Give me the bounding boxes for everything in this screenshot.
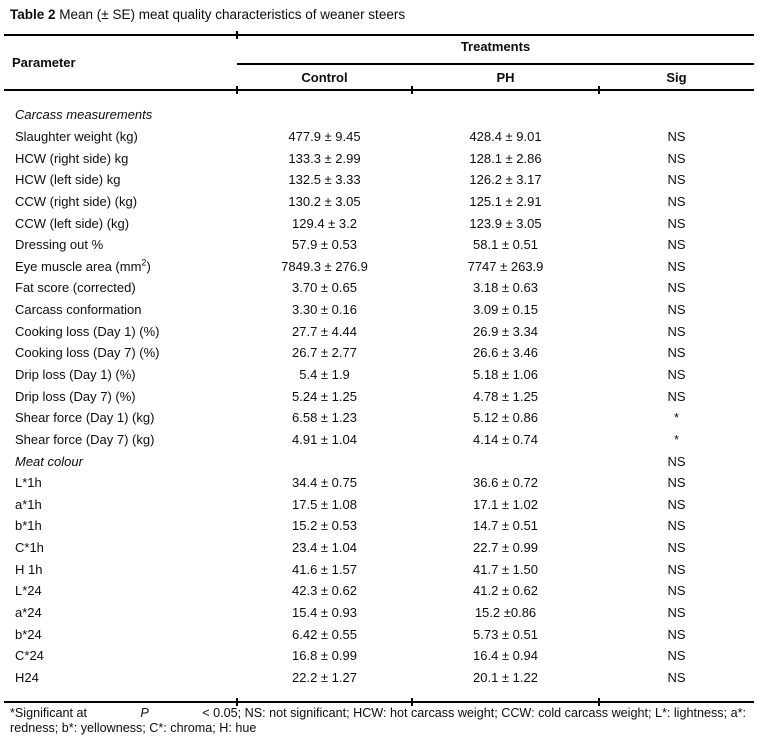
cell-sig: NS (667, 258, 686, 274)
cell-control: 6.42 ± 0.55 (292, 626, 357, 642)
treatments-group (237, 36, 754, 89)
cell-control: 17.5 ± 1.08 (292, 496, 357, 512)
cell-ph: 126.2 ± 3.17 (469, 172, 542, 188)
cell-sig: NS (667, 302, 686, 318)
cell-parameter: C*24 (15, 648, 44, 664)
footnote-text-pre: *Significant at (10, 706, 88, 720)
table-row (4, 385, 754, 407)
cell-control: 5.4 ± 1.9 (299, 367, 350, 382)
cell-ph: 41.2 ± 0.62 (473, 583, 538, 599)
cell-parameter: Cooking loss (Day 7) (%) (15, 345, 160, 361)
cell-control: 15.2 ± 0.53 (292, 518, 357, 534)
cell-control: 27.7 ± 4.44 (292, 323, 357, 339)
cell-control: 7849.3 ± 276.9 (281, 258, 368, 274)
table-row (4, 255, 754, 277)
cell-sig: * (673, 431, 680, 447)
table-row (4, 299, 754, 321)
table-caption-number: Table 2 (10, 7, 56, 22)
cell-parameter: Eye muscle area $(mm^2)$ (15, 257, 151, 274)
cell-ph: 15.2 ±0.86 (474, 605, 537, 621)
cell-sig: NS (667, 172, 686, 188)
column-header-parameter: Parameter (12, 55, 76, 70)
table-row (4, 212, 754, 234)
cell-ph: 20.1 ± 1.22 (473, 669, 538, 685)
rule-bottom (4, 701, 754, 703)
column-header-ph: PH (496, 69, 515, 85)
cell-parameter: b*1h (15, 518, 42, 534)
cell-sig: NS (667, 453, 686, 469)
cell-parameter: L*1h (15, 475, 42, 491)
table-row (4, 364, 754, 386)
cell-ph: 16.4 ± 0.94 (473, 648, 538, 664)
cell-control: 3.30 ± 0.16 (292, 302, 357, 318)
table-row (4, 602, 754, 624)
cell-ph: 17.1 ± 1.02 (473, 496, 538, 512)
table-row (4, 342, 754, 364)
cell-control: 15.4 ± 0.93 (292, 605, 357, 621)
cell-sig: NS (667, 496, 686, 512)
table-row (4, 623, 754, 645)
cell-control: 4.91 ± 1.04 (292, 431, 357, 447)
cell-ph: 5.73 ± 0.51 (473, 626, 538, 642)
sub-header-row (237, 65, 754, 89)
cell-parameter: a*1h (15, 496, 42, 512)
cell-ph: 3.09 ± 0.15 (473, 302, 538, 318)
cell-control: 130.2 ± 3.05 (288, 193, 361, 209)
cell-sig: NS (667, 518, 686, 534)
cell-sig: NS (667, 583, 686, 599)
group-header-treatments: Treatments (460, 39, 531, 54)
column-divider-tick (236, 698, 238, 706)
cell-ph: 26.9 ± 3.34 (473, 323, 538, 339)
cell-control: 6.58 ± 1.23 (292, 410, 357, 426)
cell-control: 132.5 ± 3.33 (288, 172, 361, 188)
cell-ph: 128.1 ± 2.86 (469, 150, 542, 166)
cell-control: 41.6 ± 1.57 (292, 561, 357, 577)
table-row (4, 537, 754, 559)
cell-sig: NS (667, 280, 686, 296)
section-row (4, 104, 754, 126)
cell-parameter: H 1h (15, 561, 43, 577)
cell-sig: NS (667, 367, 686, 382)
table-row (4, 126, 754, 148)
cell-ph: 14.7 ± 0.51 (473, 518, 538, 534)
column-divider-tick (411, 698, 413, 706)
cell-control: 5.24 ± 1.25 (292, 388, 357, 404)
footnote-line-2: redness; b*: yellowness; C*: chroma; H: hue (10, 721, 257, 735)
cell-control: 129.4 ± 3.2 (292, 215, 357, 231)
cell-ph: 58.1 ± 0.51 (473, 237, 538, 253)
cell-control: 133.3 ± 2.99 (288, 150, 361, 166)
cell-parameter: C*1h (15, 540, 44, 556)
cell-parameter: HCW (right side) kg (15, 150, 129, 166)
cell-parameter: L*24 (15, 583, 42, 599)
cell-control: 34.4 ± 0.75 (292, 475, 357, 491)
cell-sig: NS (667, 237, 686, 253)
cell-parameter: b*24 (15, 626, 42, 642)
footnote-line-1 (10, 706, 746, 721)
cell-parameter: CCW (left side) (kg) (15, 215, 130, 231)
table-row (4, 191, 754, 213)
cell-sig: NS (667, 150, 686, 166)
table-row (4, 645, 754, 667)
cell-parameter: Drip loss (Day 1) (%) (15, 367, 136, 382)
cell-ph: 3.18 ± 0.63 (473, 280, 538, 296)
table-row (4, 667, 754, 689)
table-row (4, 147, 754, 169)
table-row (4, 169, 754, 191)
cell-control: 3.70 ± 0.65 (292, 280, 357, 296)
cell-sig: NS (667, 193, 686, 209)
table-row (4, 515, 754, 537)
cell-parameter: CCW (right side) (kg) (15, 193, 138, 209)
table-row (4, 429, 754, 451)
section-row (4, 450, 754, 472)
cell-sig: NS (667, 215, 686, 231)
cell-parameter: Meat colour (15, 453, 83, 469)
table-row (4, 407, 754, 429)
table-row (4, 580, 754, 602)
table-row (4, 558, 754, 580)
cell-sig: NS (667, 561, 686, 577)
cell-ph: 428.4 ± 9.01 (469, 128, 542, 144)
cell-ph: 5.12 ± 0.86 (473, 410, 538, 426)
cell-ph: 22.7 ± 0.99 (473, 540, 538, 556)
cell-sig: NS (667, 540, 686, 556)
footnote-p-italic: P (140, 706, 149, 720)
cell-ph: 5.18 ± 1.06 (473, 367, 538, 382)
footnote (10, 706, 746, 736)
cell-ph: 4.14 ± 0.74 (473, 431, 538, 447)
cell-sig: NS (667, 475, 686, 491)
cell-control: 42.3 ± 0.62 (292, 583, 357, 599)
cell-ph: 26.6 ± 3.46 (473, 345, 538, 361)
cell-sig: * (673, 410, 680, 426)
cell-ph: 36.6 ± 0.72 (473, 475, 538, 491)
table-body (4, 91, 754, 688)
cell-parameter: Shear force (Day 7) (kg) (15, 431, 155, 447)
table-row (4, 472, 754, 494)
cell-sig: NS (667, 669, 686, 685)
cell-parameter: H24 (15, 669, 39, 685)
cell-sig: NS (667, 605, 686, 621)
table-row (4, 234, 754, 256)
cell-parameter: Slaughter weight (kg) (15, 128, 138, 144)
cell-sig: NS (667, 128, 686, 144)
cell-parameter: Fat score (corrected) (15, 280, 136, 296)
cell-sig: NS (667, 345, 686, 361)
column-header-control: Control (301, 69, 348, 85)
column-divider-tick (598, 698, 600, 706)
column-header-sig: Sig (666, 69, 687, 85)
footnote-text-post: < 0.05; NS: not significant; HCW: hot carcass weight; CCW: cold carcass weight; L*: lightness; a*: (202, 706, 746, 720)
cell-sig: NS (667, 626, 686, 642)
cell-parameter: Drip loss (Day 7) (%) (15, 388, 136, 404)
table-caption-text: Mean (± SE) meat quality characteristics of weaner steers (55, 7, 406, 22)
cell-ph: 41.7 ± 1.50 (473, 561, 538, 577)
cell-control: 477.9 ± 9.45 (288, 128, 361, 144)
table-header (4, 36, 754, 89)
cell-parameter: Dressing out % (15, 237, 104, 253)
superscript: 2 (141, 257, 147, 268)
cell-parameter: Carcass measurements (15, 107, 153, 123)
cell-parameter: Cooking loss (Day 1) (%) (15, 323, 160, 339)
cell-ph: 4.78 ± 1.25 (473, 388, 538, 404)
cell-sig: NS (667, 323, 686, 339)
table-row (4, 494, 754, 516)
cell-control: 22.2 ± 1.27 (292, 669, 357, 685)
cell-sig: NS (667, 388, 686, 404)
cell-parameter: Carcass conformation (15, 302, 142, 318)
cell-ph: 125.1 ± 2.91 (469, 193, 542, 209)
cell-control: 57.9 ± 0.53 (292, 237, 357, 253)
table-row (4, 320, 754, 342)
cell-parameter: HCW (left side) kg (15, 172, 121, 188)
cell-parameter: a*24 (15, 605, 42, 621)
cell-control: 23.4 ± 1.04 (292, 540, 357, 556)
cell-parameter: Shear force (Day 1) (kg) (15, 410, 155, 426)
table-row (4, 277, 754, 299)
cell-control: 26.7 ± 2.77 (292, 345, 357, 361)
cell-control: 16.8 ± 0.99 (292, 648, 357, 664)
cell-sig: NS (667, 648, 686, 664)
cell-ph: 123.9 ± 3.05 (469, 215, 542, 231)
table-caption (10, 7, 405, 23)
cell-ph: 7747 ± 263.9 (467, 258, 544, 274)
